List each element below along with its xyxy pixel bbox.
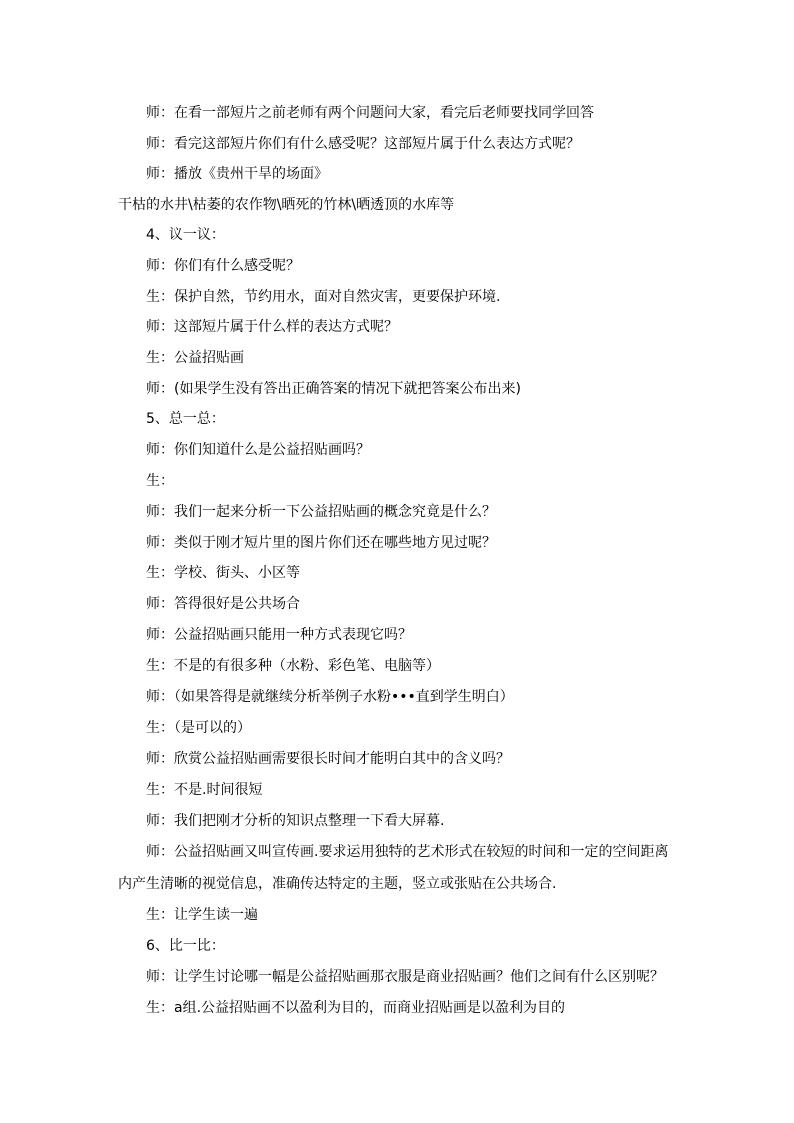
text-line: 师：播放《贵州干旱的场面》 [146,166,328,182]
text-line: 生：让学生读一遍 [146,907,258,923]
text-line: 师：这部短片属于什么样的表达方式呢？ [146,319,398,335]
text-line: 师：在看一部短片之前老师有两个问题问大家，看完后老师要找同学回答 [146,105,594,121]
text-line: 生：（是可以的） [146,720,251,736]
text-line: 师：答得很好是公共场合 [146,596,300,612]
text-line: 生：a组.公益招贴画不以盈利为目的，而商业招贴画是以盈利为目的 [146,1000,566,1016]
text-line: 生： [146,473,174,489]
section-heading: 6、比一比： [146,938,225,954]
text-line: 师：类似于刚才短片里的图片你们还在哪些地方见过呢？ [146,535,496,551]
text-line: 生：不是的有很多种（水粉、彩色笔、电脑等） [146,658,440,674]
text-line: 师：你们知道什么是公益招贴画吗？ [146,442,370,458]
text-line: 师：我们把刚才分析的知识点整理一下看大屏幕. [146,813,445,829]
text-line: 师：看完这部短片你们有什么感受呢？这部短片属于什么表达方式呢？ [146,136,580,152]
text-line: 师：(如果学生没有答出正确答案的情况下就把答案公布出来) [146,381,521,397]
text-line: 师：公益招贴画又叫宣传画.要求运用独特的艺术形式在较短的时间和一定的空间距离 [146,844,669,860]
text-line: 生：保护自然，节约用水，面对自然灾害，更要保护环境. [146,289,501,305]
text-line: 生：公益招贴画 [146,350,244,366]
text-line: 干枯的水井\枯萎的农作物\晒死的竹林\晒透顶的水库等 [118,197,455,213]
text-line: 师：你们有什么感受呢？ [146,258,300,274]
text-line: 师：我们一起来分析一下公益招贴画的概念究竟是什么？ [146,504,496,520]
text-line: 师：让学生讨论哪一幅是公益招贴画那衣服是商业招贴画？他们之间有什么区别呢？ [146,969,664,985]
text-line: 生：学校、街头、小区等 [146,565,300,581]
text-line: 师：欣赏公益招贴画需要很长时间才能明白其中的含义吗？ [146,751,510,767]
section-heading: 4、议一议： [146,227,225,243]
section-heading: 5、总一总： [146,411,225,427]
text-line: 师：公益招贴画只能用一种方式表现它吗？ [146,627,412,643]
text-line: 内产生清晰的视觉信息，准确传达特定的主题，竖立或张贴在公共场合. [118,876,557,892]
text-line: 生：不是.时间很短 [146,782,263,798]
text-line: 师：（如果答得是就继续分析举例子水粉•••直到学生明白） [146,689,514,705]
